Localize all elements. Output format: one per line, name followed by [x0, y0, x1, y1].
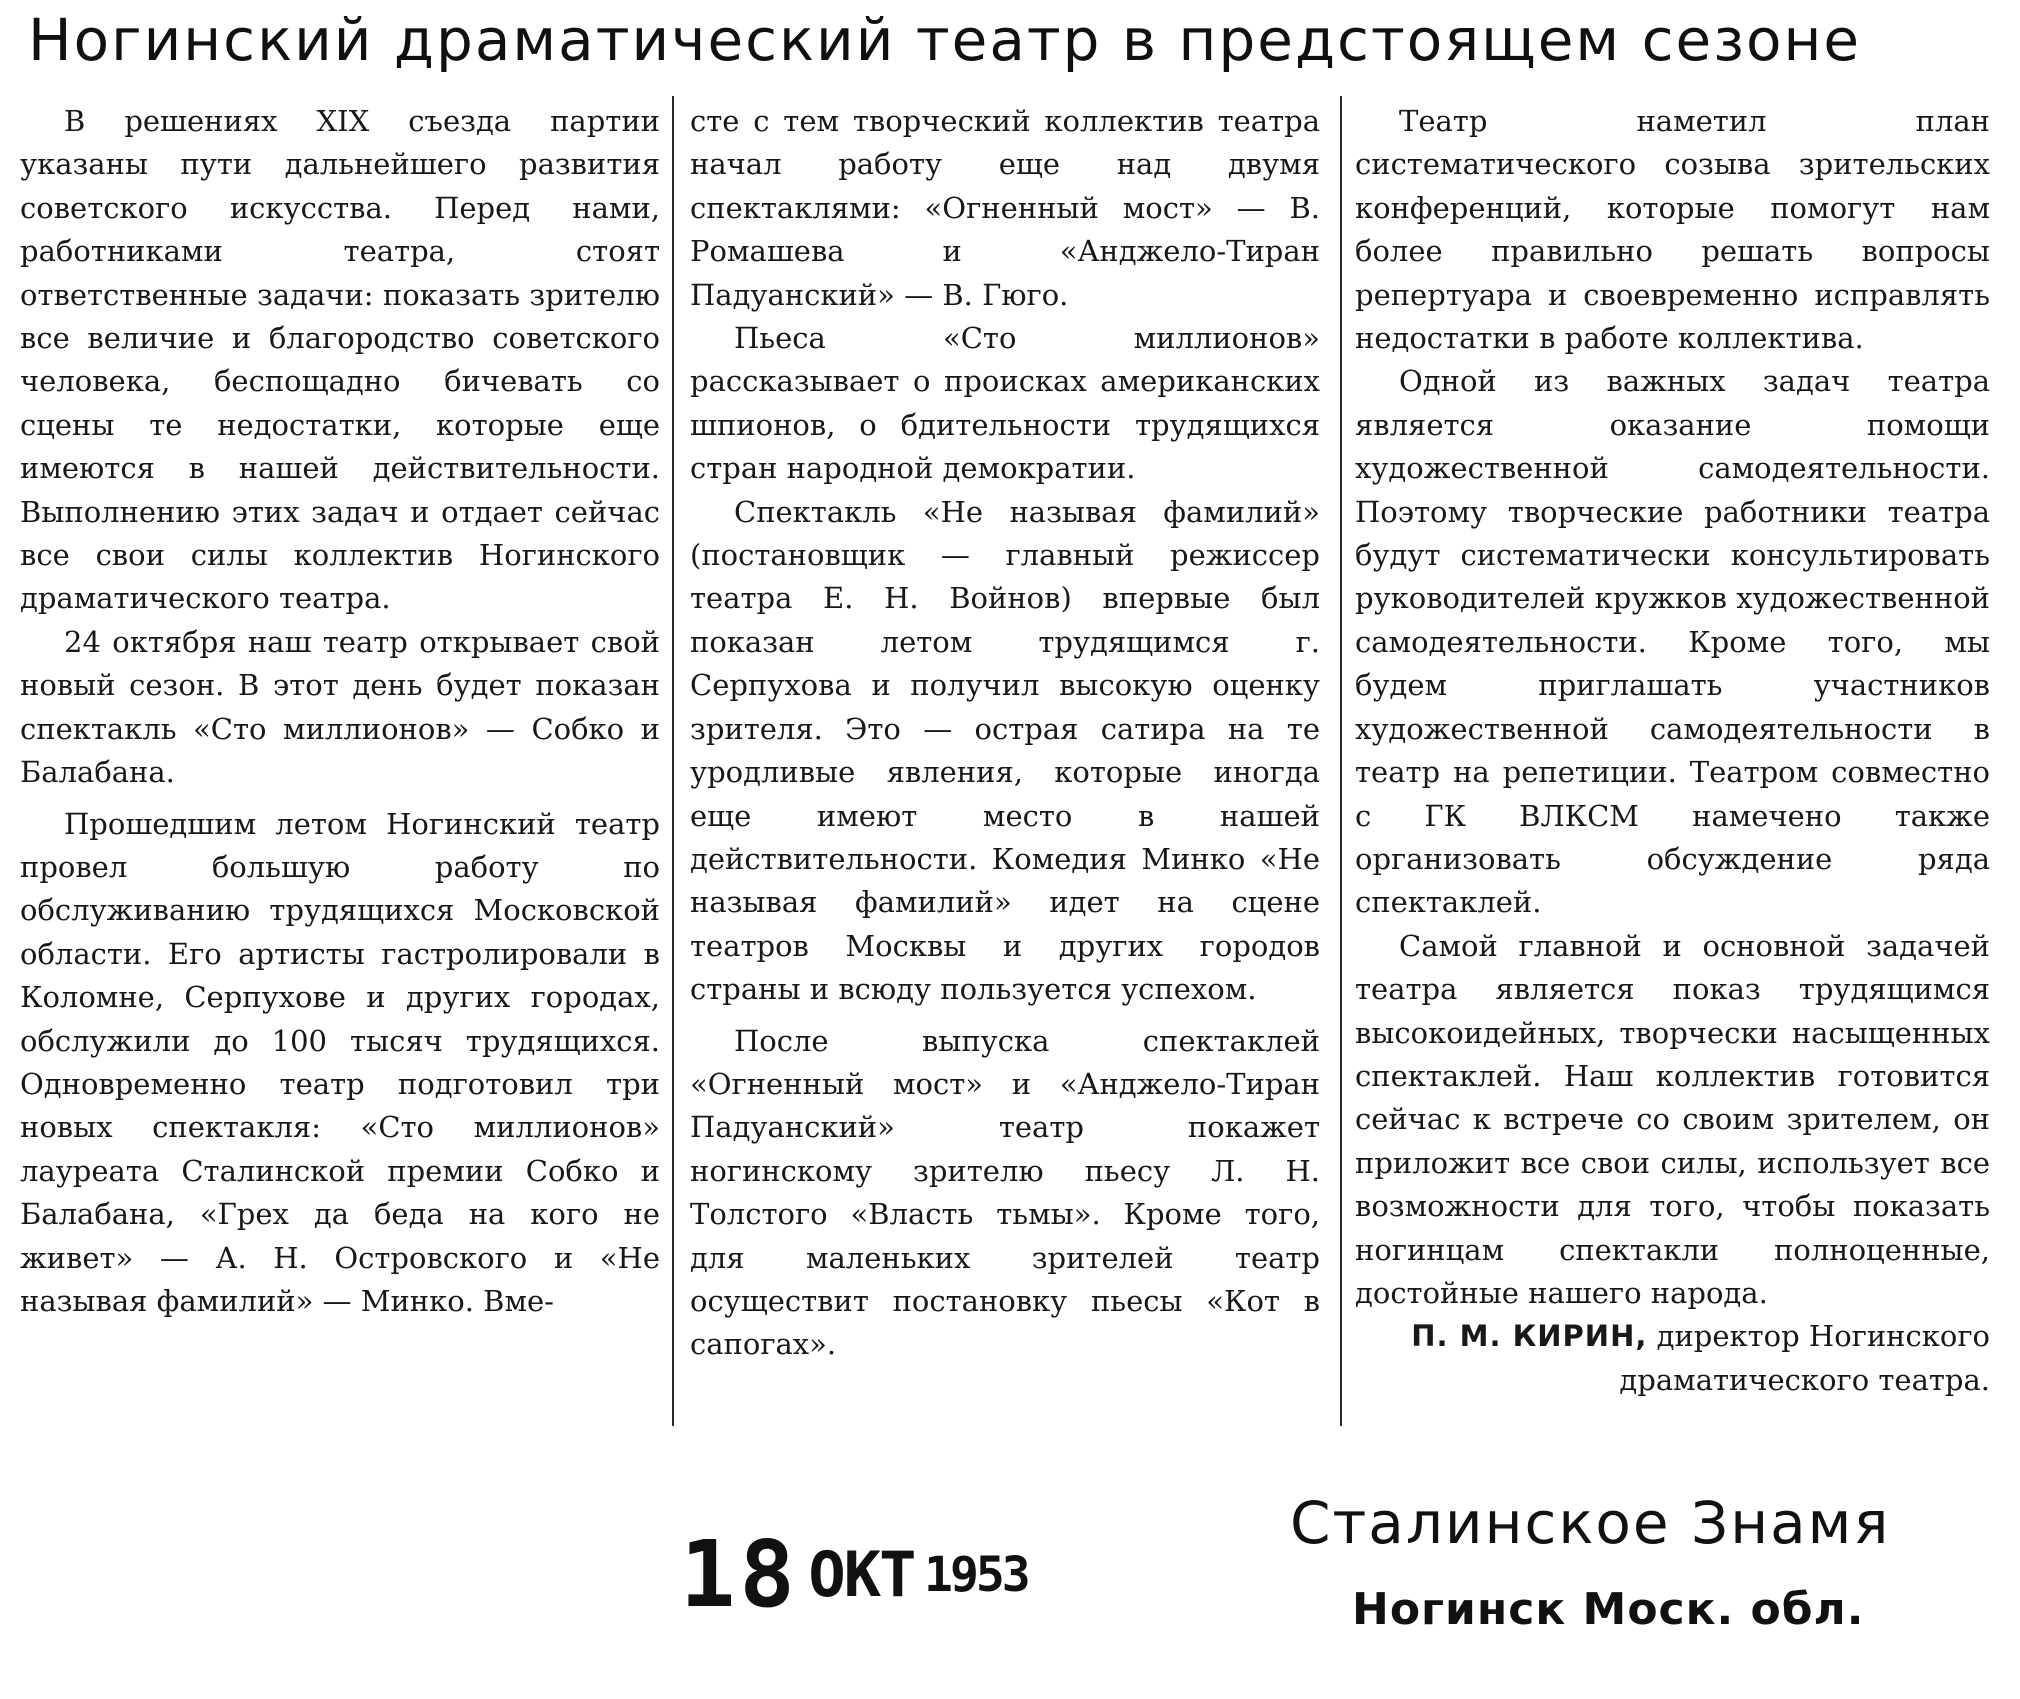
paragraph: Театр наметил план систематического созыва зрительских конференций, которые помогут нам более правильно решать вопросы репертуара и своевременно исправлять недостатки в работе коллектива.	[1355, 104, 1990, 356]
paragraph: Спектакль «Не называя фамилий» (постановщик — главный режиссер театра Е. Н. Войнов) впервые был показан летом трудящимся г. Серпухова и получил высокую оценку зрителя. Это — острая сатира на те уродливые явления, которые иногда еще имеют место в нашей действительности. Комедия Минко «Не называя фамилий» идет на сцене театров Москвы и других городов страны и всюду пользуется успехом.	[690, 494, 1320, 1007]
stamp-year: 1953	[924, 1547, 1028, 1603]
article-column-2	[690, 100, 1320, 1367]
column-divider	[672, 96, 674, 1426]
paragraph: Пьеса «Сто миллионов» рассказывает о происках американских шпионов, о бдительности трудящихся стран народной демократии.	[690, 321, 1320, 486]
stamp-day: 18	[680, 1521, 799, 1628]
date-stamp	[680, 1520, 1080, 1630]
paragraph: сте с тем творческий коллектив театра начал работу еще над двумя спектаклями: «Огненный мост» — В. Ромашева и «Анджело-Тиран Падуанский» — В. Гюго.	[690, 104, 1320, 312]
paragraph: После выпуска спектаклей «Огненный мост» и «Анджело-Тиран Падуанский» театр покажет ногинскому зрителю пьесу Л. Н. Толстого «Власть тьмы». Кроме того, для маленьких зрителей театр осуществит постановку пьесы «Кот в сапогах».	[690, 1023, 1320, 1362]
author-name: П. М. КИРИН,	[1411, 1319, 1648, 1354]
stamp-month: ОКТ	[808, 1538, 915, 1611]
newspaper-place: Ногинск Моск. обл.	[1352, 1584, 1865, 1635]
newspaper-name: Сталинское Знамя	[1290, 1489, 1891, 1557]
author-signature	[1355, 1315, 1990, 1402]
article-headline: Ногинский драматический театр в предстоящем сезоне	[28, 6, 1862, 74]
column-divider	[1340, 96, 1342, 1426]
paragraph: В решениях XIX съезда партии указаны пути дальнейшего развития советского искусства. Перед нами, работниками театра, стоят ответственные задачи: показать зрителю все величие и благородство советского человека, беспощадно бичевать со сцены те недостатки, которые еще имеются в нашей действительности. Выполнению этих задач и отдает сейчас все свои силы коллектив Ногинского драматического театра.	[20, 104, 660, 616]
paragraph: Самой главной и основной задачей театра является показ трудящимся высокоидейных, творчески насыщенных спектаклей. Наш коллектив готовится сейчас к встрече со своим зрителем, он приложит все свои силы, использует все возможности для того, чтобы показать ногинцам спектакли полноценные, достойные нашего народа.	[1355, 928, 1990, 1310]
author-title: директор Ногинского драматического театра.	[1619, 1319, 1990, 1397]
paragraph: Прошедшим летом Ногинский театр провел большую работу по обслуживанию трудящихся Московской области. Его артисты гастролировали в Коломне, Серпухове и других городах, обслужили до 100 тысяч трудящихся. Одновременно театр подготовил три новых спектакля: «Сто миллионов» лауреата Сталинской премии Собко и Балабана, «Грех да беда на кого не живет» — А. Н. Островского и «Не называя фамилий» — Минко. Вме-	[20, 806, 660, 1318]
article-column-3	[1355, 100, 1990, 1402]
article-column-1	[20, 100, 660, 1323]
paragraph: 24 октября наш театр открывает свой новый сезон. В этот день будет показан спектакль «Сто миллионов» — Собко и Балабана.	[20, 624, 660, 790]
paragraph: Одной из важных задач театра является оказание помощи художественной самодеятельности. Поэтому творческие работники театра будут систематически консультировать руководителей кружков художественной самодеятельности. Кроме того, мы будем приглашать участников художественной самодеятельности в театр на репетиции. Театром совместно с ГК ВЛКСМ намечено также организовать обсуждение ряда спектаклей.	[1355, 364, 1990, 920]
